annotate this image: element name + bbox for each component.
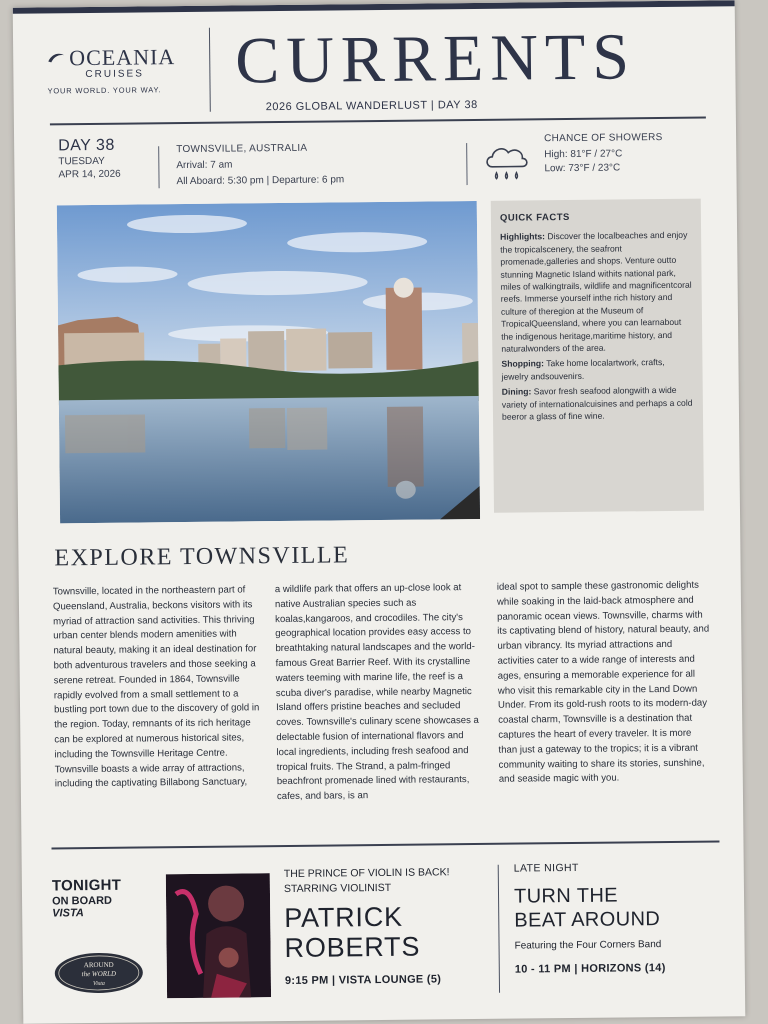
late-night-tag: LATE NIGHT: [513, 861, 579, 875]
header-divider: [209, 28, 211, 112]
event-divider: [498, 865, 500, 993]
tonight-venue: VISTA: [52, 907, 84, 920]
weather-high: High: 81°F / 27°C: [544, 148, 623, 161]
port-block: [176, 140, 344, 190]
tonight-on-board: ON BOARD: [51, 894, 113, 908]
page-subtitle: 2026 GLOBAL WANDERLUST | DAY 38: [265, 98, 478, 114]
dining-label: Dining:: [501, 386, 532, 397]
day-weekday: TUESDAY: [58, 155, 105, 168]
late-event-featuring: Featuring the Four Corners Band: [514, 939, 662, 952]
badge-line-2: the WORLD: [81, 969, 117, 979]
main-event: [284, 865, 451, 987]
info-divider: [466, 143, 467, 185]
weather-title: CHANCE OF SHOWERS: [544, 132, 663, 145]
quick-facts-panel: [491, 199, 704, 513]
day-block: [58, 137, 121, 182]
weather-block: [544, 131, 663, 176]
townsville-photo: [57, 201, 480, 523]
performer-last-name: ROBERTS: [284, 931, 421, 964]
info-divider: [158, 146, 159, 188]
late-night-event: [514, 861, 666, 976]
weather-low: Low: 73°F / 23°C: [544, 162, 621, 175]
shopping-label: Shopping:: [501, 358, 544, 370]
section-rule: [51, 840, 719, 848]
dining-text: Savor fresh seafood alongwith a wide variety of internationalcuisines and perhaps a cold beeror a glass of fine wine.: [501, 385, 693, 422]
late-event-title-1: TURN THE: [513, 884, 619, 908]
article-column-3: ideal spot to sample these gastronomic delights while soaking in the laid-back atmosphere and panoramic ocean views. Townsville, charms with its captivating blend of history, natural beauty, and urban vibrancy. Its myriad attractions and activities cater to a wide range of interests and ages, ensuring a memorable experience for all who visit this remarkable city in the Land Down Under. From its gold-rush roots to its modern-day coastal charm, Townsville is a destination that captures the heart of every traveler. It is more than just a gateway to the tropics; it is a vibrant community waiting to share its stories, sunshine, and seaside magic with you.: [496, 579, 710, 786]
page-title: CURRENTS: [234, 20, 637, 98]
port-name: TOWNSVILLE, AUSTRALIA: [176, 142, 308, 156]
event-tagline-2: STARRING VIOLINIST: [283, 881, 392, 896]
departure-time: All Aboard: 5:30 pm | Departure: 6 pm: [176, 174, 345, 188]
article-column-1: Townsville, located in the northeastern part of Queensland, Australia, beckons visitors with its myriad of attraction sand activities. This thriving urban center blends modern amenities with natural beauty, making it an ideal destination for both adventurous travelers and those seeking a serene retreat. Founded in 1864, Townsville rapidly evolved from a small settlement to a bustling port town due to the discovery of gold in the region. Today, remnants of its rich heritage can be explored at numerous historical sites, including the Townsville Heritage Centre. Townsville boasts a wide array of attractions, including the captivating Billabong Sanctuary,: [52, 584, 260, 790]
brand-sub: CRUISES: [85, 68, 144, 81]
shopping-text: Take home localartwork, crafts, jewelry andsouvenirs.: [501, 357, 665, 382]
newsletter-sheet: [13, 0, 746, 1024]
brand-name: OCEANIA: [69, 44, 176, 71]
tonight-title: TONIGHT: [51, 876, 122, 895]
dining-paragraph: [502, 384, 694, 423]
brand-tagline: YOUR WORLD. YOUR WAY.: [47, 85, 162, 96]
late-event-title-2: BEAT AROUND: [514, 908, 661, 932]
rain-cloud-icon: [482, 140, 530, 185]
highlights-text: Discover the localbeaches and enjoy the tropicalscenery, the seafront promenade,galleries and shops. Venture outto stunning Magnetic Island withits national park, miles of walkingtrails, wildlife and magnificentcoral reefs. Immerse yourself inthe rich history and culture of theregion at the Museum of TropicalQueensland, where you can learnabout the indigenous heritage,maritime history, and naturalwonders of the area.: [500, 230, 692, 354]
badge-line-1: AROUND: [83, 960, 114, 970]
day-label: DAY 38: [58, 136, 115, 155]
late-event-time: 10 - 11 PM | HORIZONS (14): [514, 962, 666, 976]
quick-facts-title: QUICK FACTS: [499, 211, 570, 224]
day-date: APR 14, 2026: [58, 168, 121, 181]
performer-first-name: PATRICK: [284, 901, 404, 934]
event-tagline-1: THE PRINCE OF VIOLIN IS BACK!: [283, 866, 450, 881]
header-rule: [50, 117, 706, 125]
highlights-label: Highlights:: [500, 231, 546, 243]
arrival-time: Arrival: 7 am: [176, 159, 233, 172]
around-the-world-badge: [53, 950, 145, 995]
tonight-block: [52, 877, 122, 920]
main-event-time: 9:15 PM | VISTA LOUNGE (5): [284, 973, 442, 988]
violinist-poster: [166, 873, 271, 998]
oceania-logo: [47, 44, 198, 96]
highlights-paragraph: [500, 229, 693, 355]
swoosh-icon: [47, 51, 65, 65]
top-strip: [13, 0, 735, 14]
explore-heading: EXPLORE TOWNSVILLE: [54, 542, 350, 572]
article-column-2: a wildlife park that offers an up-close look at native Australian species such as koalas,kangaroos, and crocodiles. The city's geographical location provides easy access to breathtaking natural landscapes and the world-famous Great Barrier Reef. With its crystalline waters teeming with marine life, the reef is a scuba diver's paradise, while nearby Magnetic Island offers pristine beaches and secluded coves. Townsville's culinary scene showcases a delectable fusion of international flavors and local ingredients, including fresh seafood and tropical fruits. The Strand, a palm-fringed beachfront promenade lined with restaurants, cafes, and bars, is an: [274, 582, 479, 803]
shopping-paragraph: [501, 356, 693, 383]
badge-line-3: Vista: [92, 980, 105, 988]
